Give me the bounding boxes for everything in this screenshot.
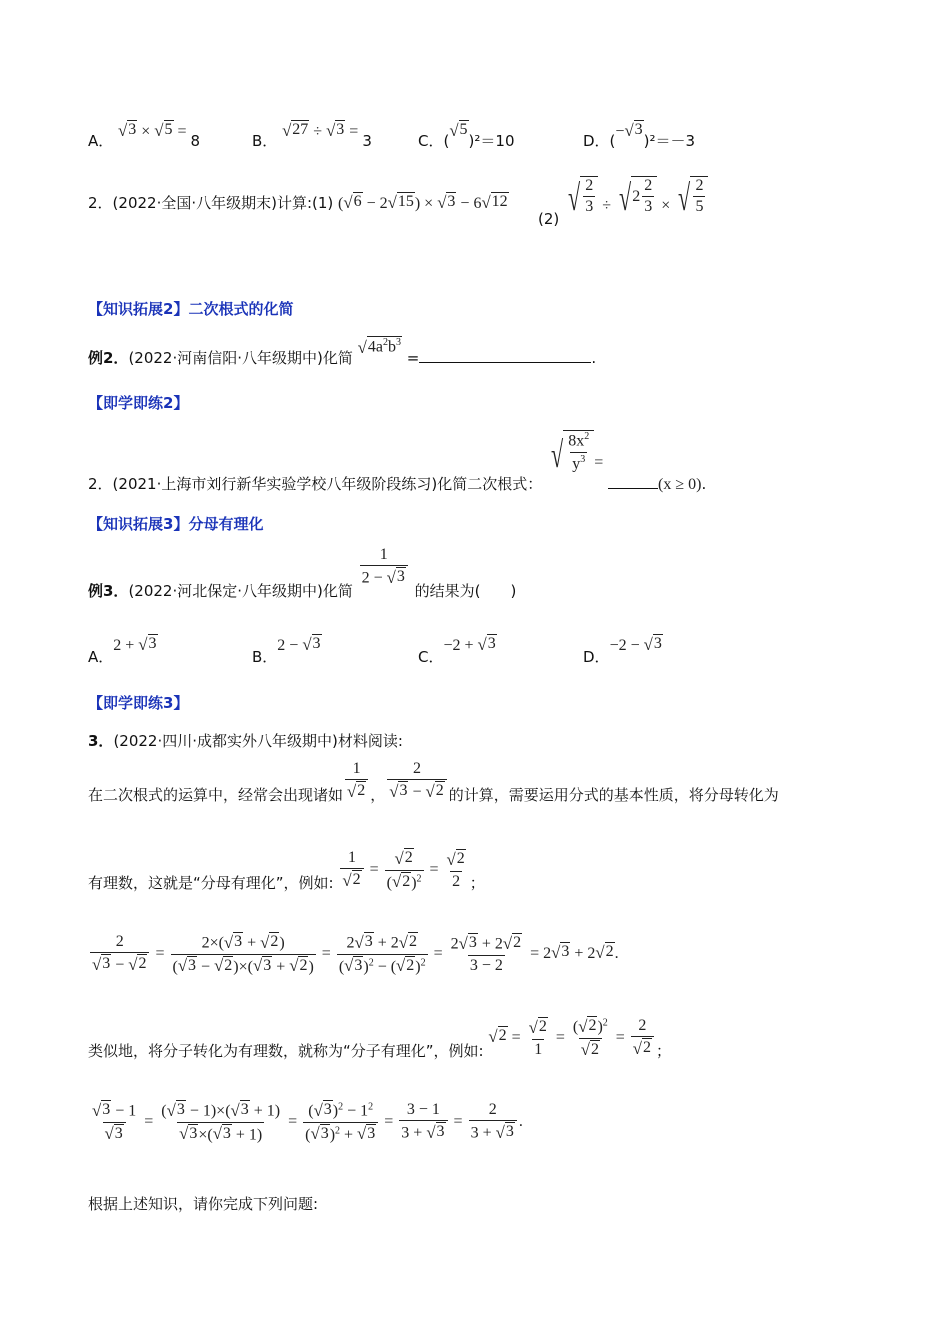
semicolon: ； [469, 873, 485, 892]
numerator-rationalize-example-2: √ 3 − 1 √ 3 = ( √ 3 − 1)×( √ 3 + 1) √ 3 ×( √ 3 + 1) = ( √ 3 )$^2 - 1^2$ ( √ 3 )$^2$ + √ 3 = 3 − 1 3 + √ 3 = 2 3 + √ 3 . [92, 1100, 523, 1144]
exponent: 2 [382, 337, 388, 348]
operator: ÷ [602, 196, 612, 214]
q2-part2 [538, 176, 708, 228]
fraction-denominator: 5 [695, 198, 704, 216]
section-heading-prac2: 【即学即练2】 [88, 394, 189, 412]
paragraph-2 [88, 848, 485, 892]
q1-d-tail: )²＝－3 [643, 132, 696, 150]
inline-fraction: 1 √ 2 [343, 771, 370, 788]
semicolon: ； [656, 1041, 672, 1060]
radicand: 15 [397, 193, 414, 211]
radicand: 5 [164, 121, 173, 139]
radicand-var: b [387, 338, 396, 356]
paragraph-text: 类似地，将分子转化为有理数，就称为“分子有理化”，例如: [88, 1041, 484, 1060]
comma: ， [370, 786, 386, 805]
q1-a-answer: 8 [190, 132, 201, 150]
radicand: 5 [459, 121, 468, 139]
final-instruction: 根据上述知识，请你完成下列问题: [88, 1195, 319, 1213]
example-label: 例3． [88, 582, 129, 601]
paragraph-text: 的计算，需要运用分式的基本性质，将分母转化为 [448, 786, 779, 805]
fraction-denominator: 3 [644, 198, 653, 216]
example-text: (2022·河南信阳·八年级期中)化简 [128, 348, 353, 367]
operator: × [420, 195, 438, 212]
example-2 [88, 337, 597, 368]
equals: = [349, 123, 359, 140]
radicand: 27 [292, 121, 309, 139]
q2-prefix: 2．(2022·全国·八年级期末)计算:(1) [88, 194, 334, 212]
q1-c-tail: )²＝10 [468, 132, 515, 150]
example-text: (2022·河北保定·八年级期中)化简 [128, 582, 353, 601]
denominator-part: 2 − [361, 569, 387, 587]
q2-part2-label: (2) [538, 209, 560, 228]
example-label: 例2． [88, 348, 129, 367]
option-expression: 2 + √ 3 [113, 635, 157, 654]
option-label: A． [88, 648, 114, 666]
radicand: 3 [336, 121, 345, 139]
q2-part1-expression: ( √ 6 − 2 √ 15 ) × √ 3 − 6 √ 12 [338, 193, 508, 212]
q2-line [88, 192, 509, 213]
answer-blank[interactable] [608, 488, 658, 489]
radicand: 4a [367, 338, 383, 356]
paren: ) [696, 475, 702, 493]
q1-a-expression: √ 3 × √ 5 = [118, 121, 187, 140]
fraction-denominator: y [572, 455, 581, 473]
equals: = [406, 348, 420, 367]
q1-d-expression: − √ 3 [615, 121, 643, 140]
condition [658, 476, 701, 493]
fraction-numerator: 1 [379, 546, 388, 563]
ext3-option-a [88, 634, 158, 666]
option-label: B． [252, 648, 278, 666]
period: . [701, 474, 707, 493]
fraction-numerator: 2 [644, 177, 653, 194]
answer-blank[interactable] [419, 362, 591, 363]
radicand: 3 [447, 193, 456, 211]
minus-sign: − [615, 123, 625, 140]
practice-2-expression: √ $\frac{8x^2}{y^3}$ = [551, 431, 604, 475]
q1-b-expression: √ 27 ÷ √ 3 = [282, 121, 359, 140]
practice-text: 2．(2021·上海市刘行新华实验学校八年级阶段练习)化简二次根式： [88, 474, 543, 493]
fraction-denominator: 3 [585, 198, 594, 216]
fraction-numerator: 2 [695, 177, 704, 194]
q1-option-a [88, 121, 201, 151]
option-label: C．( [418, 132, 450, 150]
operator: − 2 [362, 195, 388, 212]
radicand: 3 [396, 568, 405, 585]
q1-b-answer: 3 [362, 132, 372, 150]
fraction-numerator: 8x [568, 432, 585, 450]
option-expression: 2 − √ 3 [277, 635, 321, 654]
condition-text: x ≥ 0 [663, 475, 697, 493]
example-3-expression: 1 2 − √ 3 [358, 557, 410, 574]
exponent: 2 [584, 431, 590, 442]
section-heading-prac3: 【即学即练3】 [88, 694, 189, 712]
operator: − 6 [456, 195, 482, 212]
paragraph-1 [88, 760, 779, 805]
rationalize-example-2: 2 √ 3 − √ 2 = 2×( √ 3 + √ 2 ) ( √ 3 − √ 2 )×( √ 3 + √ 2 ) = 2 √ 3 + 2 √ 2 ( √ 3 )$^2$ − ( √ 2 )$^2$ = 2 √ 3 + 2 √ 2 3 − 2 = 2 √ 3 + 2 √ 2 . [92, 932, 619, 976]
ext3-option-c [418, 634, 497, 666]
radicand: 3 [128, 121, 137, 139]
question-number: 3． [88, 732, 114, 750]
paragraph-text: 有理数，这就是“分母有理化”，例如: [88, 873, 334, 892]
exponent: 3 [395, 337, 401, 348]
practice-3-question [88, 730, 403, 751]
option-label: B． [252, 132, 278, 150]
q1-option-c [418, 121, 515, 151]
section-heading-ext2: 【知识拓展2】二次根式的化简 [88, 300, 294, 318]
period: . [518, 1112, 523, 1130]
paragraph-4 [88, 1016, 671, 1060]
option-label: D． [583, 648, 610, 666]
radicand: 3 [148, 635, 157, 653]
paren: ( [658, 475, 664, 493]
operator: × [141, 123, 151, 140]
ext3-option-d [583, 634, 663, 666]
option-expression: −2 − √ 3 [609, 635, 662, 654]
option-expression: −2 + √ 3 [443, 635, 496, 654]
fraction-numerator: 2 [585, 177, 594, 194]
ext3-option-b [252, 634, 322, 666]
example-tail: 的结果为( ) [414, 582, 517, 601]
radicand: 3 [487, 635, 496, 653]
equals: = [177, 123, 187, 140]
radicand: 3 [312, 635, 321, 653]
example-2-expression: √ $4a^2b^3$ [357, 337, 401, 357]
exponent: 3 [580, 453, 586, 465]
paragraph-text: 在二次根式的运算中，经常会出现诸如 [88, 786, 344, 805]
q1-option-d [583, 121, 696, 151]
q1-c-expression: √ 5 [449, 121, 468, 140]
radicand: 3 [653, 635, 662, 653]
q2-part2-expression: √ $\frac{2}{3}$ ÷ √ 2 $\frac{2}{3}$ × √ $\frac{2}{5}$ [564, 197, 708, 214]
inline-fraction: 2 √ 3 − √ 2 [385, 771, 448, 788]
option-pre: 2 + [113, 637, 139, 654]
mixed-whole: 2 [632, 187, 641, 205]
option-label: D．( [583, 132, 616, 150]
period: . [591, 348, 597, 367]
operator: ÷ [313, 123, 323, 140]
practice-2 [88, 430, 707, 493]
radicand: 6 [353, 193, 362, 211]
numerator-rationalize-example-1: √ 2 = √ 2 1 = ( √ 2 )$^2$ √ 2 = 2 √ 2 [488, 1029, 656, 1046]
operator: × [661, 196, 671, 214]
option-pre: −2 + [443, 637, 478, 654]
period: . [614, 944, 619, 962]
equals: = [594, 453, 604, 471]
radicand: 3 [634, 121, 643, 139]
example-3 [88, 546, 517, 601]
radicand: 12 [491, 193, 508, 211]
option-pre: −2 − [609, 637, 644, 654]
section-heading-ext3: 【知识拓展3】分母有理化 [88, 515, 264, 533]
rationalize-example-1: 1 √ 2 = √ 2 ( √ 2 )$^2$ = √ 2 2 [342, 848, 465, 892]
question-text: (2022·四川·成都实外八年级期中)材料阅读: [113, 732, 403, 750]
paren: ) [414, 195, 421, 212]
option-pre: 2 − [277, 637, 303, 654]
option-label: A． [88, 132, 114, 150]
q1-option-b [252, 121, 372, 151]
option-label: C． [418, 648, 444, 666]
paren: ( [338, 195, 344, 212]
